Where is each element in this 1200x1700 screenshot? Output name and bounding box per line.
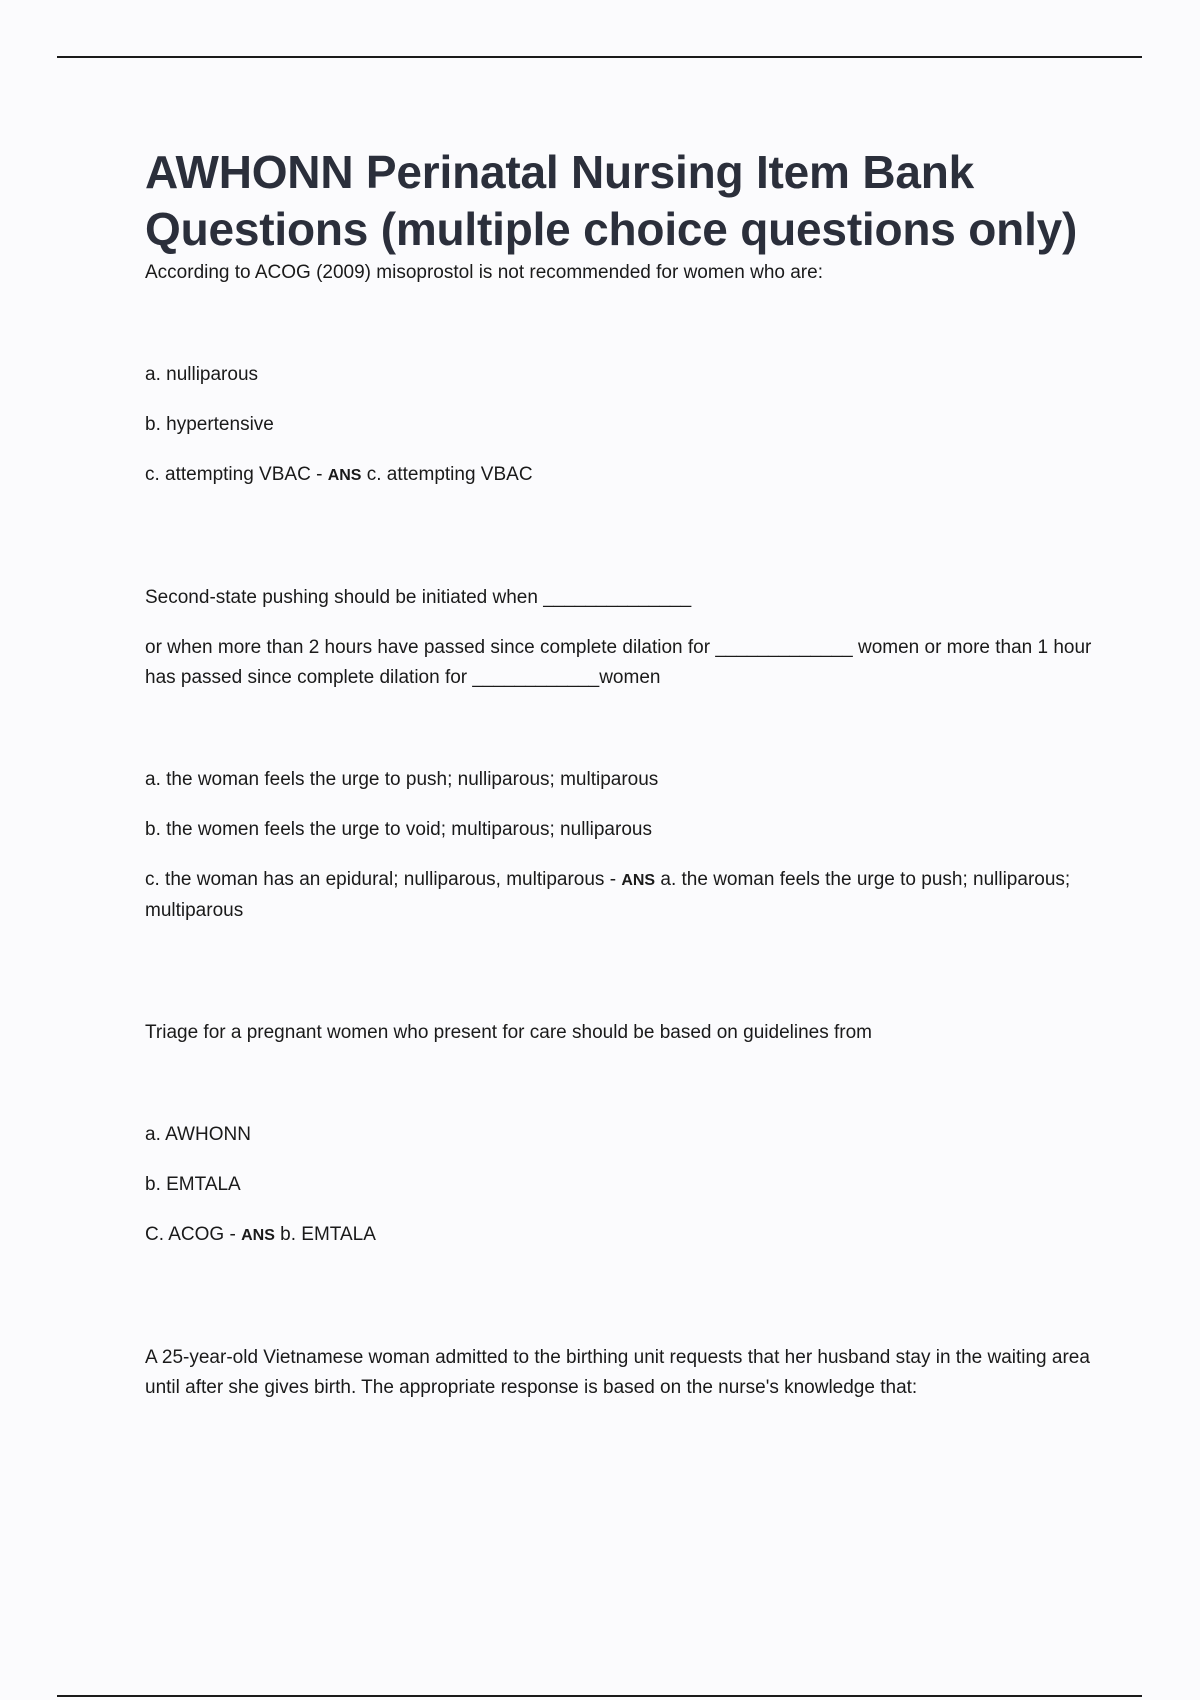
question-3 <box>145 1018 1095 1251</box>
option-c-with-answer <box>145 1220 1095 1251</box>
ans-label: ANS <box>327 467 362 484</box>
option-b: b. hypertensive <box>145 414 274 435</box>
question-stem: A 25-year-old Vietnamese woman admitted to the birthing unit requests that her husband stay in the waiting area until after she gives birth. The appropriate response is based on the nurse's knowledge that: <box>145 1347 1090 1398</box>
option-a: a. AWHONN <box>145 1124 251 1145</box>
question-1 <box>145 258 1095 491</box>
answer-text: a. the woman feels the urge to push; nulliparous; multiparous <box>145 869 1071 921</box>
bottom-rule <box>57 1695 1142 1697</box>
top-rule <box>57 56 1142 58</box>
option-c-with-answer <box>145 865 1095 926</box>
question-stem-continued: or when more than 2 hours have passed since complete dilation for _____________ women or more than 1 hour has passed since complete dilation for ____________women <box>145 637 1092 688</box>
option-c: c. attempting VBAC - <box>145 464 328 485</box>
question-stem: Triage for a pregnant women who present for care should be based on guidelines from <box>145 1022 873 1043</box>
option-b: b. EMTALA <box>145 1174 241 1195</box>
question-4 <box>145 1343 1095 1403</box>
ans-label: ANS <box>241 1227 275 1244</box>
ans-label: ANS <box>621 872 656 889</box>
answer-text: b. EMTALA <box>280 1224 376 1245</box>
question-2 <box>145 583 1095 926</box>
option-a: a. the woman feels the urge to push; nulliparous; multiparous <box>145 769 659 790</box>
option-a: a. nulliparous <box>145 364 259 385</box>
option-c: c. the woman has an epidural; nulliparous, multiparous - <box>145 869 622 890</box>
question-stem: According to ACOG (2009) misoprostol is not recommended for women who are: <box>145 262 823 283</box>
document-title: AWHONN Perinatal Nursing Item Bank Questions (multiple choice questions only) <box>145 146 1078 255</box>
question-stem: Second-state pushing should be initiated when ______________ <box>145 587 692 608</box>
option-c: C. ACOG - <box>145 1224 242 1245</box>
document-body <box>145 144 1095 1403</box>
option-b: b. the women feels the urge to void; multiparous; nulliparous <box>145 819 652 840</box>
option-c-with-answer <box>145 460 1095 491</box>
answer-text: c. attempting VBAC <box>366 464 533 485</box>
